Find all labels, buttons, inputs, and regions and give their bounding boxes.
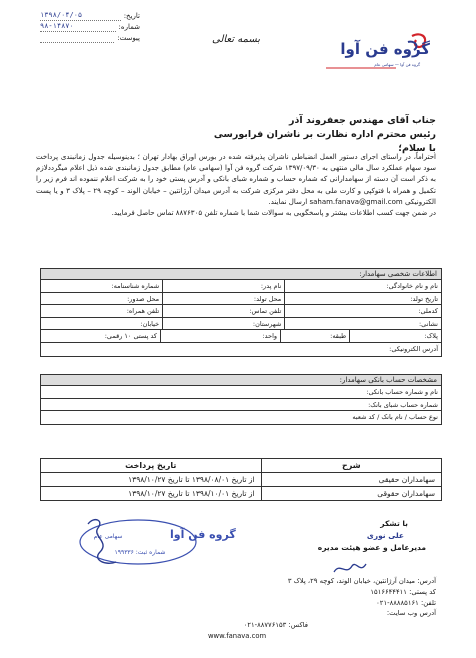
plaque-field[interactable]: پلاک: — [424, 332, 438, 341]
attachment-value — [40, 42, 114, 43]
thanks-text: با تشکر — [380, 519, 408, 528]
signer-name: علی نوری — [366, 531, 404, 540]
addressee-name: جناب آقای مهندس جعفروند آذر — [289, 115, 436, 126]
body-paragraph-1-end: ارسال نمایند. — [268, 197, 308, 206]
signer-title: مدیرعامل و عضو هیئت مدیره — [317, 543, 426, 552]
number-label: شماره: — [118, 23, 140, 31]
bank-info-title: مشخصات حساب بانکی سهامدار: — [41, 375, 441, 386]
stamp-type: سهامی عام — [93, 533, 123, 540]
footer-postal-code: کد پستی: ۱۵۱۶۶۴۴۴۱۱ — [370, 587, 436, 596]
number-row — [40, 21, 140, 32]
table-header-row — [41, 459, 442, 473]
addressee-title: رئیس محترم اداره نظارت بر ناشران فرابورسی — [213, 129, 436, 140]
form-row — [41, 280, 441, 293]
issue-place-field[interactable]: محل صدور: — [41, 293, 163, 305]
attachment-row — [40, 32, 140, 43]
account-type-field[interactable]: نوع حساب / نام بانک / کد شعبه — [352, 413, 438, 422]
postal-code-field[interactable]: کد پستی ۱۰ رقمی: — [41, 330, 161, 342]
column-header-description: شرح — [261, 459, 441, 473]
footer-website-label: آدرس وب سایت: — [386, 609, 436, 618]
footer-address: آدرس: میدان آرژانتین، خیابان الوند، کوچه ۲۹، پلاک ۳ — [287, 577, 436, 585]
floor-field[interactable]: طبقه: — [281, 330, 350, 342]
birth-date-field[interactable]: تاریخ تولد: — [410, 294, 438, 303]
company-stamp-icon — [70, 512, 236, 576]
unit-field[interactable]: واحد: — [161, 330, 281, 342]
mobile-field[interactable]: تلفن همراه: — [41, 305, 163, 317]
form-row — [41, 399, 441, 412]
letter-meta — [40, 10, 140, 43]
body-paragraph-1 — [36, 152, 436, 208]
table-row — [41, 473, 442, 487]
sheba-field[interactable]: شماره حساب شبای بانک: — [368, 400, 438, 409]
attachment-label: پیوست: — [117, 34, 140, 42]
birth-place-field[interactable]: محل تولد: — [163, 293, 285, 305]
handwritten-signature-icon — [330, 558, 370, 578]
form-row — [41, 330, 441, 343]
form-row — [41, 305, 441, 318]
footer-contact — [216, 576, 436, 619]
logo-subtitle: گروه فن آوا — سهامی عام — [374, 62, 420, 67]
addressee-block — [136, 114, 436, 156]
full-name-field[interactable]: نام و نام خانوادگی: — [386, 282, 438, 290]
street-field[interactable]: خیابان: — [41, 318, 163, 330]
payment-schedule-table — [40, 458, 442, 501]
address-field[interactable]: نشانی: — [418, 319, 438, 328]
row-description: سهامداران حقیقی — [261, 473, 441, 487]
account-number-field[interactable]: نام و شماره حساب بانکی: — [366, 388, 438, 396]
footer-contact-secondary — [208, 620, 308, 642]
row-description: سهامداران حقوقی — [261, 487, 441, 501]
stamp-registration: شماره ثبت: ۱۹۹۳۳۶ — [114, 549, 166, 556]
email-field[interactable]: آدرس الکترونیکی: — [389, 344, 438, 353]
city-field[interactable]: شهرستان: — [163, 318, 285, 330]
id-number-field[interactable]: شماره شناسنامه: — [41, 280, 163, 292]
letter-body — [36, 152, 436, 219]
date-value: ۱۳۹۸/۰۴/۰۵ — [40, 10, 121, 21]
father-name-field[interactable]: نام پدر: — [163, 280, 285, 292]
logo-name: گروه فن آوا — [340, 40, 430, 58]
personal-info-form — [40, 268, 442, 357]
form-row — [41, 411, 441, 424]
date-label: تاریخ: — [123, 12, 140, 20]
row-date: از تاریخ ۱۳۹۸/۱۰/۰۱ تا تاریخ ۱۳۹۸/۱۰/۲۷ — [41, 487, 262, 501]
stamp-name: گروه فن آوا — [170, 528, 236, 541]
form-row — [41, 318, 441, 331]
body-paragraph-1-text: احتراماً، در راستای اجرای دستور العمل انضباطی ناشران پذیرفته شده در بورس اوراق بهادار تهران ؛ بدینوسیله جدول زمانبندی پرداخت سود سهام عملکرد سال مالی منتهی به ۱۳۹۷/۰۹/۳۰ شرکت گروه فن آوا (سهامی عام) مطابق جدول زمانبندی شده ذیل اعلام میگرددلازم به ذکر است آن دسته از سهامدارانی که شماره حساب و شماره شبای بانکی و آدرس پستی خود را به شرکت اعلام ننموده اند فرم زیر را تکمیل و همراه با فتوکپی و کارت ملی به محل دفتر مرکزی شرکت به آدرس میدان آرژانتین – خیابان الوند – کوچه ۲۹ – پلاک ۳ و یا پست الکترونیکی — [36, 153, 436, 206]
form-row — [41, 386, 441, 399]
date-row — [40, 10, 140, 21]
phone-field[interactable]: تلفن تماس: — [163, 305, 285, 317]
national-code-field[interactable]: کدملی: — [418, 307, 438, 316]
footer-fax: فاکس: ۸۸۷۷۶۱۵۳-۰۲۱ — [243, 621, 308, 629]
form-row — [41, 293, 441, 306]
bank-info-form — [40, 374, 442, 425]
column-header-date: تاریخ پرداخت — [41, 459, 262, 473]
body-paragraph-2: در ضمن جهت کسب اطلاعات بیشتر و پاسخگویی به سوالات شما با شماره تلفن ۸۸۷۶۳۰۵ تماس حاصل فرمایید. — [111, 209, 436, 218]
row-date: از تاریخ ۱۳۹۸/۰۸/۰۱ تا تاریخ ۱۳۹۸/۱۰/۲۷ — [41, 473, 262, 487]
bismillah: بسمه تعالی — [212, 34, 261, 45]
personal-info-title: اطلاعات شخصی سهامدار: — [41, 269, 441, 280]
number-value: ۹۸-۱۴۸۷۰ — [40, 21, 116, 32]
footer-phone: تلفن: ۸۸۸۸۵۱۶۱-۰۲۱ — [376, 598, 436, 607]
table-row — [41, 487, 442, 501]
greeting: با سلام؛ — [398, 143, 436, 154]
email-link[interactable]: saham.fanava@gmail.com — [309, 197, 403, 206]
form-row — [41, 343, 441, 356]
signature-block — [316, 518, 426, 554]
footer-website[interactable]: www.fanava.com — [208, 631, 267, 640]
